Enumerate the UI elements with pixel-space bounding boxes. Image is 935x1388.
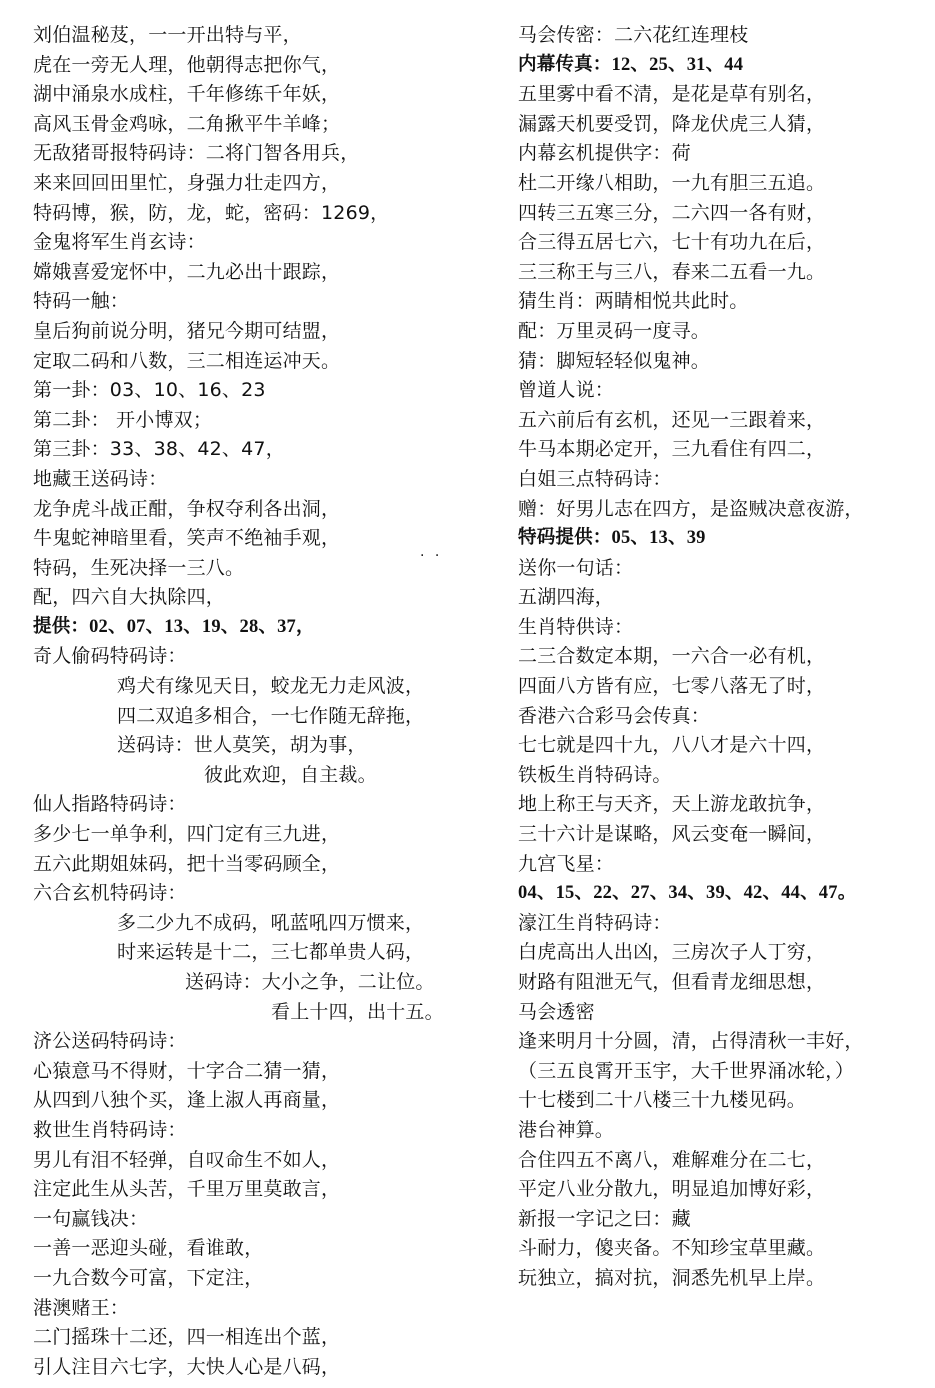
stray-marks: · · (420, 548, 443, 564)
section-heading: 香港六合彩马会传真： (518, 704, 711, 727)
text-line: 白虎高出人出凶，三房次子人丁穷， (518, 941, 826, 964)
section-heading: 奇人偷码特码诗： (33, 645, 187, 668)
text-line: 马会传密：二六花红连理枝 (518, 24, 749, 46)
section-heading: 港澳赌王： (33, 1296, 130, 1319)
text-line: 彼此欢迎，自主裁。 (204, 763, 377, 786)
text-line: 虎在一旁无人理，他朝得志把你气， (33, 53, 341, 76)
text-line: 新报一字记之曰：藏 (518, 1207, 691, 1230)
text-line: 看上十四，出十五。 (271, 1000, 444, 1023)
text-line: 漏露天机要受罚，降龙伏虎三人猜， (518, 112, 826, 135)
section-heading: 济公送码特码诗： (33, 1030, 187, 1053)
section-heading: 地藏王送码诗： (33, 467, 168, 490)
text-line: 无敌猪哥报特码诗：二将门智各用兵， (33, 142, 360, 165)
text-line: 猜：脚短轻轻似鬼神。 (518, 349, 711, 372)
text-line: 四转三五寒三分，二六四一各有财， (518, 201, 826, 224)
text-line: 二门摇珠十二还，四一相连出个蓝， (33, 1326, 341, 1349)
section-heading: 仙人指路特码诗： (33, 793, 187, 816)
text-line: 三三称王与三八，春来二五看一九。 (518, 260, 826, 283)
text-line: 特码博，猴，防，龙，蛇，密码：1269， (33, 201, 390, 224)
text-line: 皇后狗前说分明，猪兄今期可结盟， (33, 319, 341, 342)
numbers-line: 提供：02、07、13、19、28、37， (33, 616, 315, 637)
text-line: 湖中涌泉水成柱，千年修练千年妖， (33, 83, 341, 106)
text-line: 一九合数今可富，下定注， (33, 1266, 264, 1289)
text-line: 配：万里灵码一度寻。 (518, 319, 711, 342)
text-line: 五里雾中看不清，是花是草有别名， (518, 83, 826, 106)
section-heading: 救世生肖特码诗： (33, 1118, 187, 1141)
text-line: 龙争虎斗战正酣，争权夺利各出洞， (33, 497, 341, 520)
text-line: 来来回回田里忙，身强力壮走四方， (33, 171, 341, 194)
text-line: 斗耐力，傻夹备。不知珍宝草里藏。 (518, 1237, 826, 1260)
text-line: 牛鬼蛇神暗里看，笑声不绝袖手观， (33, 527, 341, 550)
text-line: 牛马本期必定开，三九看住有四二， (518, 438, 826, 461)
text-line: 五湖四海， (518, 586, 615, 609)
section-heading: 金鬼将军生肖玄诗： (33, 231, 206, 254)
text-line: 第一卦：03、10、16、23 (33, 379, 266, 402)
text-line: （三五良霄开玉宇，大千世界涌冰轮，） (518, 1059, 855, 1082)
text-line: 送码诗：大小之争，二让位。 (185, 971, 435, 993)
numbers-line: 特码提供：05、13、39 (518, 528, 706, 549)
text-line: 男儿有泪不轻弹，自叹命生不如人， (33, 1148, 341, 1171)
text-line: 四二双追多相合，一七作随无辞拖， (117, 704, 425, 727)
left-column (33, 21, 478, 1382)
section-heading: 濠江生肖特码诗： (518, 911, 672, 934)
text-line: 玩独立，搞对抗，洞悉先机早上岸。 (518, 1266, 826, 1289)
text-line: 心猿意马不得财，十字合二猜一猜， (33, 1059, 341, 1082)
text-line: 时来运转是十二，三七都单贵人码， (117, 941, 425, 964)
text-line: 财路有阻泄无气，但看青龙细思想， (518, 971, 826, 993)
text-line: 鸡犬有缘见天日，蛟龙无力走风波， (117, 675, 425, 698)
text-line: 七七就是四十九，八八才是六十四， (518, 734, 826, 757)
text-line: 五六此期姐妹码，把十当零码顾全， (33, 852, 341, 875)
text-line: 高风玉骨金鸡咏，二角揪平牛羊峰； (33, 112, 341, 135)
section-heading: 曾道人说： (518, 379, 615, 402)
numbers-line: 04、15、22、27、34、39、42、44、47。 (518, 883, 857, 904)
text-line: 定取二码和八数，三二相连运冲天。 (33, 349, 341, 372)
text-line: 逢来明月十分圆，清，占得清秋一丰好， (518, 1030, 864, 1053)
right-column (518, 21, 930, 1294)
text-line: 第二卦： 开小博双； (33, 408, 213, 431)
text-line: 嫦娥喜爱宠怀中，二九必出十跟踪， (33, 260, 341, 283)
section-heading: 铁板生肖特码诗。 (518, 763, 672, 786)
text-line: 合三得五居七六，七十有功九在后， (518, 231, 826, 254)
section-heading: 白姐三点特码诗： (518, 467, 672, 490)
text-line: 赠：好男儿志在四方，是盗贼决意夜游， (518, 497, 864, 520)
text-line: 二三合数定本期，一六合一必有机， (518, 645, 826, 668)
text-line: 一善一恶迎头碰，看谁敢， (33, 1237, 264, 1260)
text-line: 注定此生从头苦，千里万里莫敢言， (33, 1178, 341, 1201)
section-heading: 生肖特供诗： (518, 615, 634, 638)
text-line: 三十六计是谋略，风云变奄一瞬间， (518, 823, 826, 846)
text-line: 特码，生死决择一三八。 (33, 556, 245, 579)
section-heading: 送你一句话： (518, 556, 634, 579)
section-heading: 马会透密 (518, 1000, 595, 1023)
text-line: 十七楼到二十八楼三十九楼见码。 (518, 1089, 807, 1112)
text-line: 平定八业分散九，明显追加博好彩， (518, 1178, 826, 1201)
text-line: 猜生肖：两睛相悦共此时。 (518, 290, 749, 313)
text-line: 刘伯温秘芨，一一开出特与平， (33, 24, 302, 46)
text-line: 多二少九不成码，吼蓝吼四万惯来， (117, 911, 425, 934)
text-line: 从四到八独个买，逢上淑人再商量， (33, 1089, 341, 1112)
text-line: 合住四五不离八，难解难分在二七， (518, 1148, 826, 1171)
text-line: 四面八方皆有应，七零八落无了时， (518, 675, 826, 698)
text-line: 地上称王与天齐，天上游龙敢抗争， (518, 793, 826, 816)
section-heading: 六合玄机特码诗： (33, 882, 187, 905)
text-line: 五六前后有玄机，还见一三跟着来， (518, 408, 826, 431)
text-line: 引人注目六七字，大快人心是八码， (33, 1355, 341, 1378)
section-heading: 一句赢钱决： (33, 1207, 149, 1230)
text-line: 杜二开缘八相助，一九有胆三五追。 (518, 171, 826, 194)
section-heading: 特码一触： (33, 290, 130, 313)
text-line: 多少七一单争利，四门定有三九进， (33, 823, 341, 846)
text-line: 配，四六自大执除四， (33, 586, 226, 609)
numbers-line: 内幕传真：12、25、31、44 (518, 54, 744, 75)
section-heading: 港台神算。 (518, 1118, 615, 1141)
text-line: 内幕玄机提供字：荷 (518, 142, 691, 165)
text-line: 送码诗：世人莫笑，胡为事， (117, 734, 367, 757)
text-line: 第三卦：33、38、42、47， (33, 438, 285, 461)
section-heading: 九宫飞星： (518, 852, 615, 875)
